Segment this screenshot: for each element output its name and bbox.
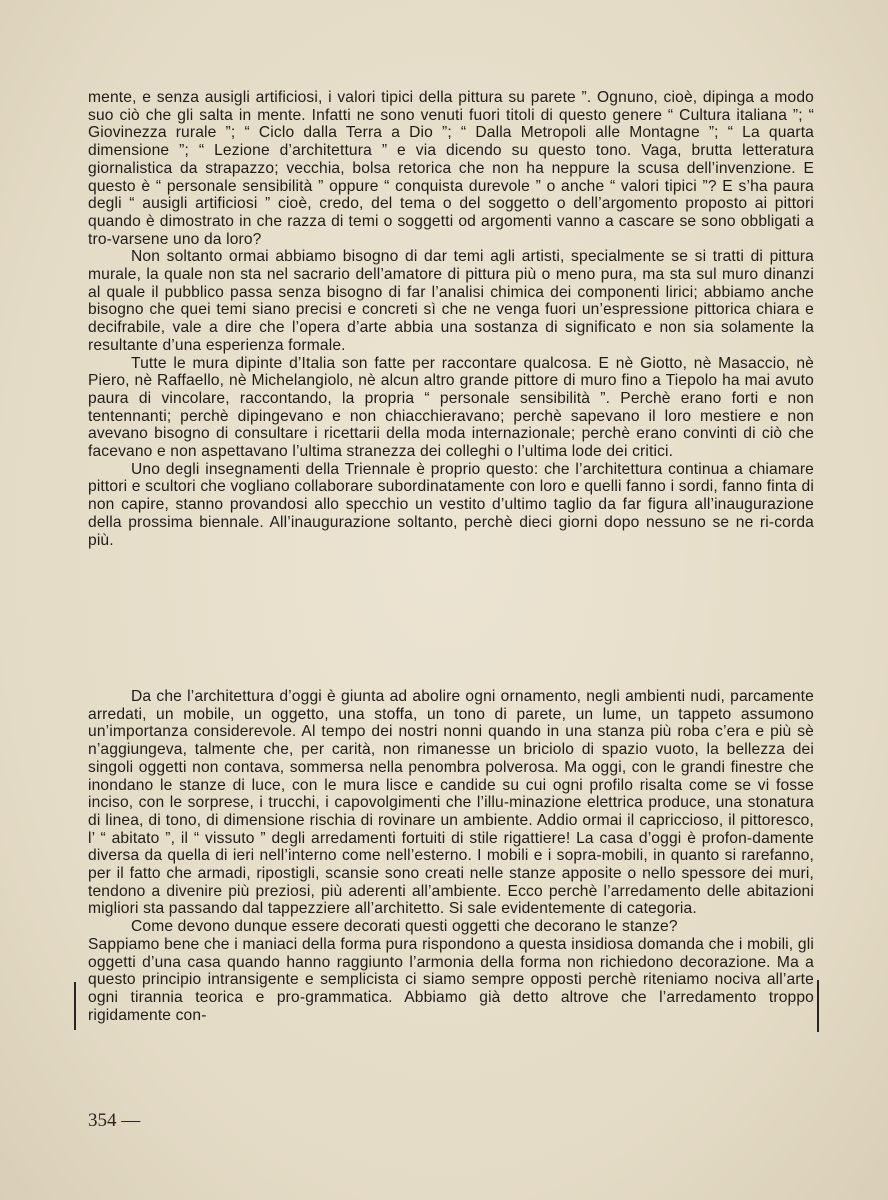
margin-marker-right [817,980,819,1032]
margin-marker-left [74,982,76,1030]
paragraph: Uno degli insegnamenti della Triennale è proprio questo: che l’architettura continua a chiamare pittori e scultori che vogliano collaborare subordinatamente con loro e quelli fanno i sordi, fanno finta di non capire, stanno provandosi allo specchio un vestito d’ultimo taglio da far figura all’inaugurazione della prossima biennale. All’inaugurazione soltanto, perchè dieci giorni dopo nessuno se ne ri-corda più. [88,460,814,549]
page-number: 354 — [88,1110,141,1131]
paragraph: Come devono dunque essere decorati questi oggetti che decorano le stanze? [131,918,678,936]
paragraph: mente, e senza ausigli artificiosi, i valori tipici della pittura su parete ”. Ognuno, cioè, dipinga a modo suo ciò che gli salta in mente. Infatti ne sono venuti fuori titoli di questo genere “ Cultura italiana ”; “ Giovinezza rurale ”; “ Ciclo dalla Terra a Dio ”; “ Dalla Metropoli alle Montagne ”; “ La quarta dimensione ”; “ Lezione d’architettura ” e via dicendo su questo tono. Vaga, brutta letteratura giornalistica da strapazzo; vecchia, bolsa retorica che non ha neppure la scusa dell’invenzione. E questo è “ personale sensibilità ” oppure “ conquista durevole ” o anche “ valori tipici ”? E s’ha paura degli “ ausigli artificiosi ” cioè, credo, del tema o del soggetto o dell’argomento proposto ai pittori quando è dimostrato in che razza di temi o soggetti od argomenti vanno a cascare se sono obbligati a tro-varsene uno da loro? [88,89,814,248]
text-section-painting [88,89,814,549]
paragraph: Da che l’architettura d’oggi è giunta ad abolire ogni ornamento, negli ambienti nudi, parcamente arredati, un mobile, un oggetto, una stoffa, un tono di parete, un lume, un tappeto assumono un’importanza considerevole. Al tempo dei nostri nonni quando in una stanza più roba c’era e più sè n’aggiungeva, talmente che, per carità, non rimanesse un briciolo di spazio vuoto, la bellezza dei singoli oggetti non contava, sommersa nella penombra polverosa. Ma oggi, con le grandi finestre che inondano le stanze di luce, con le mura lisce e candide su cui ogni profilo risalta come se vi fosse inciso, con le sorprese, i trucchi, i capovolgimenti che l’illu-minazione elettrica produce, una stonatura di linea, di tono, di dimensione rischia di rovinare un ambiente. Addio ormai il capriccioso, il pittoresco, l’ “ abitato ”, il “ vissuto ” degli arredamenti fortuiti di stile rigattiere! La casa d’oggi è profon-damente diversa da quella di ieri nell’interno come nell’esterno. I mobili e i sopra-mobili, in quanto si rarefanno, per il fatto che armadi, ripostigli, scansie sono creati nelle stanze apposite o nello spessore dei muri, tendono a divenire più preziosi, più aderenti all’ambiente. Ecco perchè l’arredamento delle abitazioni migliori sta passando dal tappezziere all’architetto. Si sale evidentemente di categoria. [88,688,814,918]
paragraph: Non soltanto ormai abbiamo bisogno di dar temi agli artisti, specialmente se si tratti di pittura murale, la quale non sta nel sacrario dell’amatore di pittura più o meno pura, ma sta sul muro dinanzi al quale il pubblico passa senza bisogno di far l’analisi chimica dei componenti lirici; abbiamo anche bisogno che quei temi siano precisi e concreti sì che ne venga fuori un’espressione pittorica chiara e decifrabile, vale a dire che l’opera d’arte abbia una sostanza di significato e non sia solamente la resultante d’una esperienza formale. [88,248,814,354]
paragraph: Tutte le mura dipinte d’Italia son fatte per raccontare qualcosa. E nè Giotto, nè Masaccio, nè Piero, nè Raffaello, nè Michelangiolo, nè alcun altro grande pittore di muro fino a Tiepolo ha mai avuto paura di vincolare, raccontando, la propria “ personale sensibilità ”. Perchè erano forti e non tentennanti; perchè dipingevano e non chiacchieravano; perchè sapevano il loro mestiere e non avevano bisogno di consultare i ricettarii della moda internazionale; perchè erano convinti di ciò che facevano e non aspettavano l’ultima stranezza dei colleghi o l’ultima lode dei critici. [88,354,814,461]
paragraph: Sappiamo bene che i maniaci della forma pura rispondono a questa insidiosa domanda che i mobili, gli oggetti d’una casa quando hanno raggiunto l’armonia della forma non richiedono decorazione. Ma a questo principio intransigente e semplicista ci siamo sempre opposti perchè riteniamo nociva all’arte ogni tirannia teorica e pro-grammatica. Abbiamo già detto altrove che l’arredamento troppo rigidamente con- [88,935,814,1024]
text-section-furnishing [88,688,814,1024]
